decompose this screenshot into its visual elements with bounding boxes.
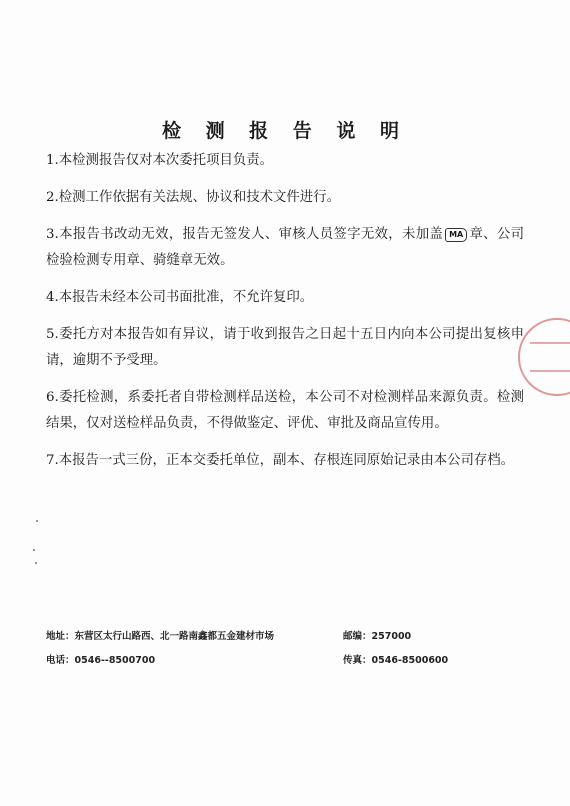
red-seal-stamp-band <box>530 342 570 372</box>
footer-row-2 <box>46 652 526 666</box>
notice-list <box>46 148 524 485</box>
notice-item-3-part-2: 章、公司检验检测专用章、骑缝章无效。 <box>46 227 525 268</box>
footer-address: 地址：东营区太行山路西、北一路南鑫都五金建材市场 <box>46 631 275 642</box>
scan-speck <box>35 562 37 564</box>
notice-item-7: 7.本报告一式三份，正本交委托单位，副本、存根连同原始记录由本公司存档。 <box>46 453 515 468</box>
notice-item-3 <box>46 222 524 274</box>
notice-item-2: 2.检测工作依据有关法规、协议和技术文件进行。 <box>46 190 340 205</box>
footer-postcode: 邮编：257000 <box>343 631 412 642</box>
notice-item-1: 1.本检测报告仅对本次委托项目负责。 <box>46 153 274 168</box>
ma-certification-mark: MA <box>445 228 467 242</box>
scan-speck <box>36 520 38 522</box>
document-title: 检 测 报 告 说 明 <box>161 120 409 142</box>
footer-row-1 <box>46 628 526 642</box>
footer-fax: 传真：0546-8500600 <box>343 655 449 666</box>
scan-speck <box>33 549 35 551</box>
notice-item-5: 5.委托方对本报告如有异议，请于收到报告之日起十五日内向本公司提出复核申请，逾期不予受理。 <box>46 327 524 368</box>
footer-phone: 电话：0546--8500700 <box>46 655 156 666</box>
notice-item-6: 6.委托检测，系委托者自带检测样品送检，本公司不对检测样品来源负责。检测结果，仅对送检样品负责，不得做鉴定、评优、审批及商品宣传用。 <box>46 390 524 431</box>
red-seal-stamp <box>518 318 570 396</box>
notice-item-3-part-1: 3.本报告书改动无效，报告无签发人、审核人员签字无效，未加盖 <box>46 227 444 242</box>
notice-item-4: 4.本报告未经本公司书面批准，不允许复印。 <box>46 290 314 305</box>
